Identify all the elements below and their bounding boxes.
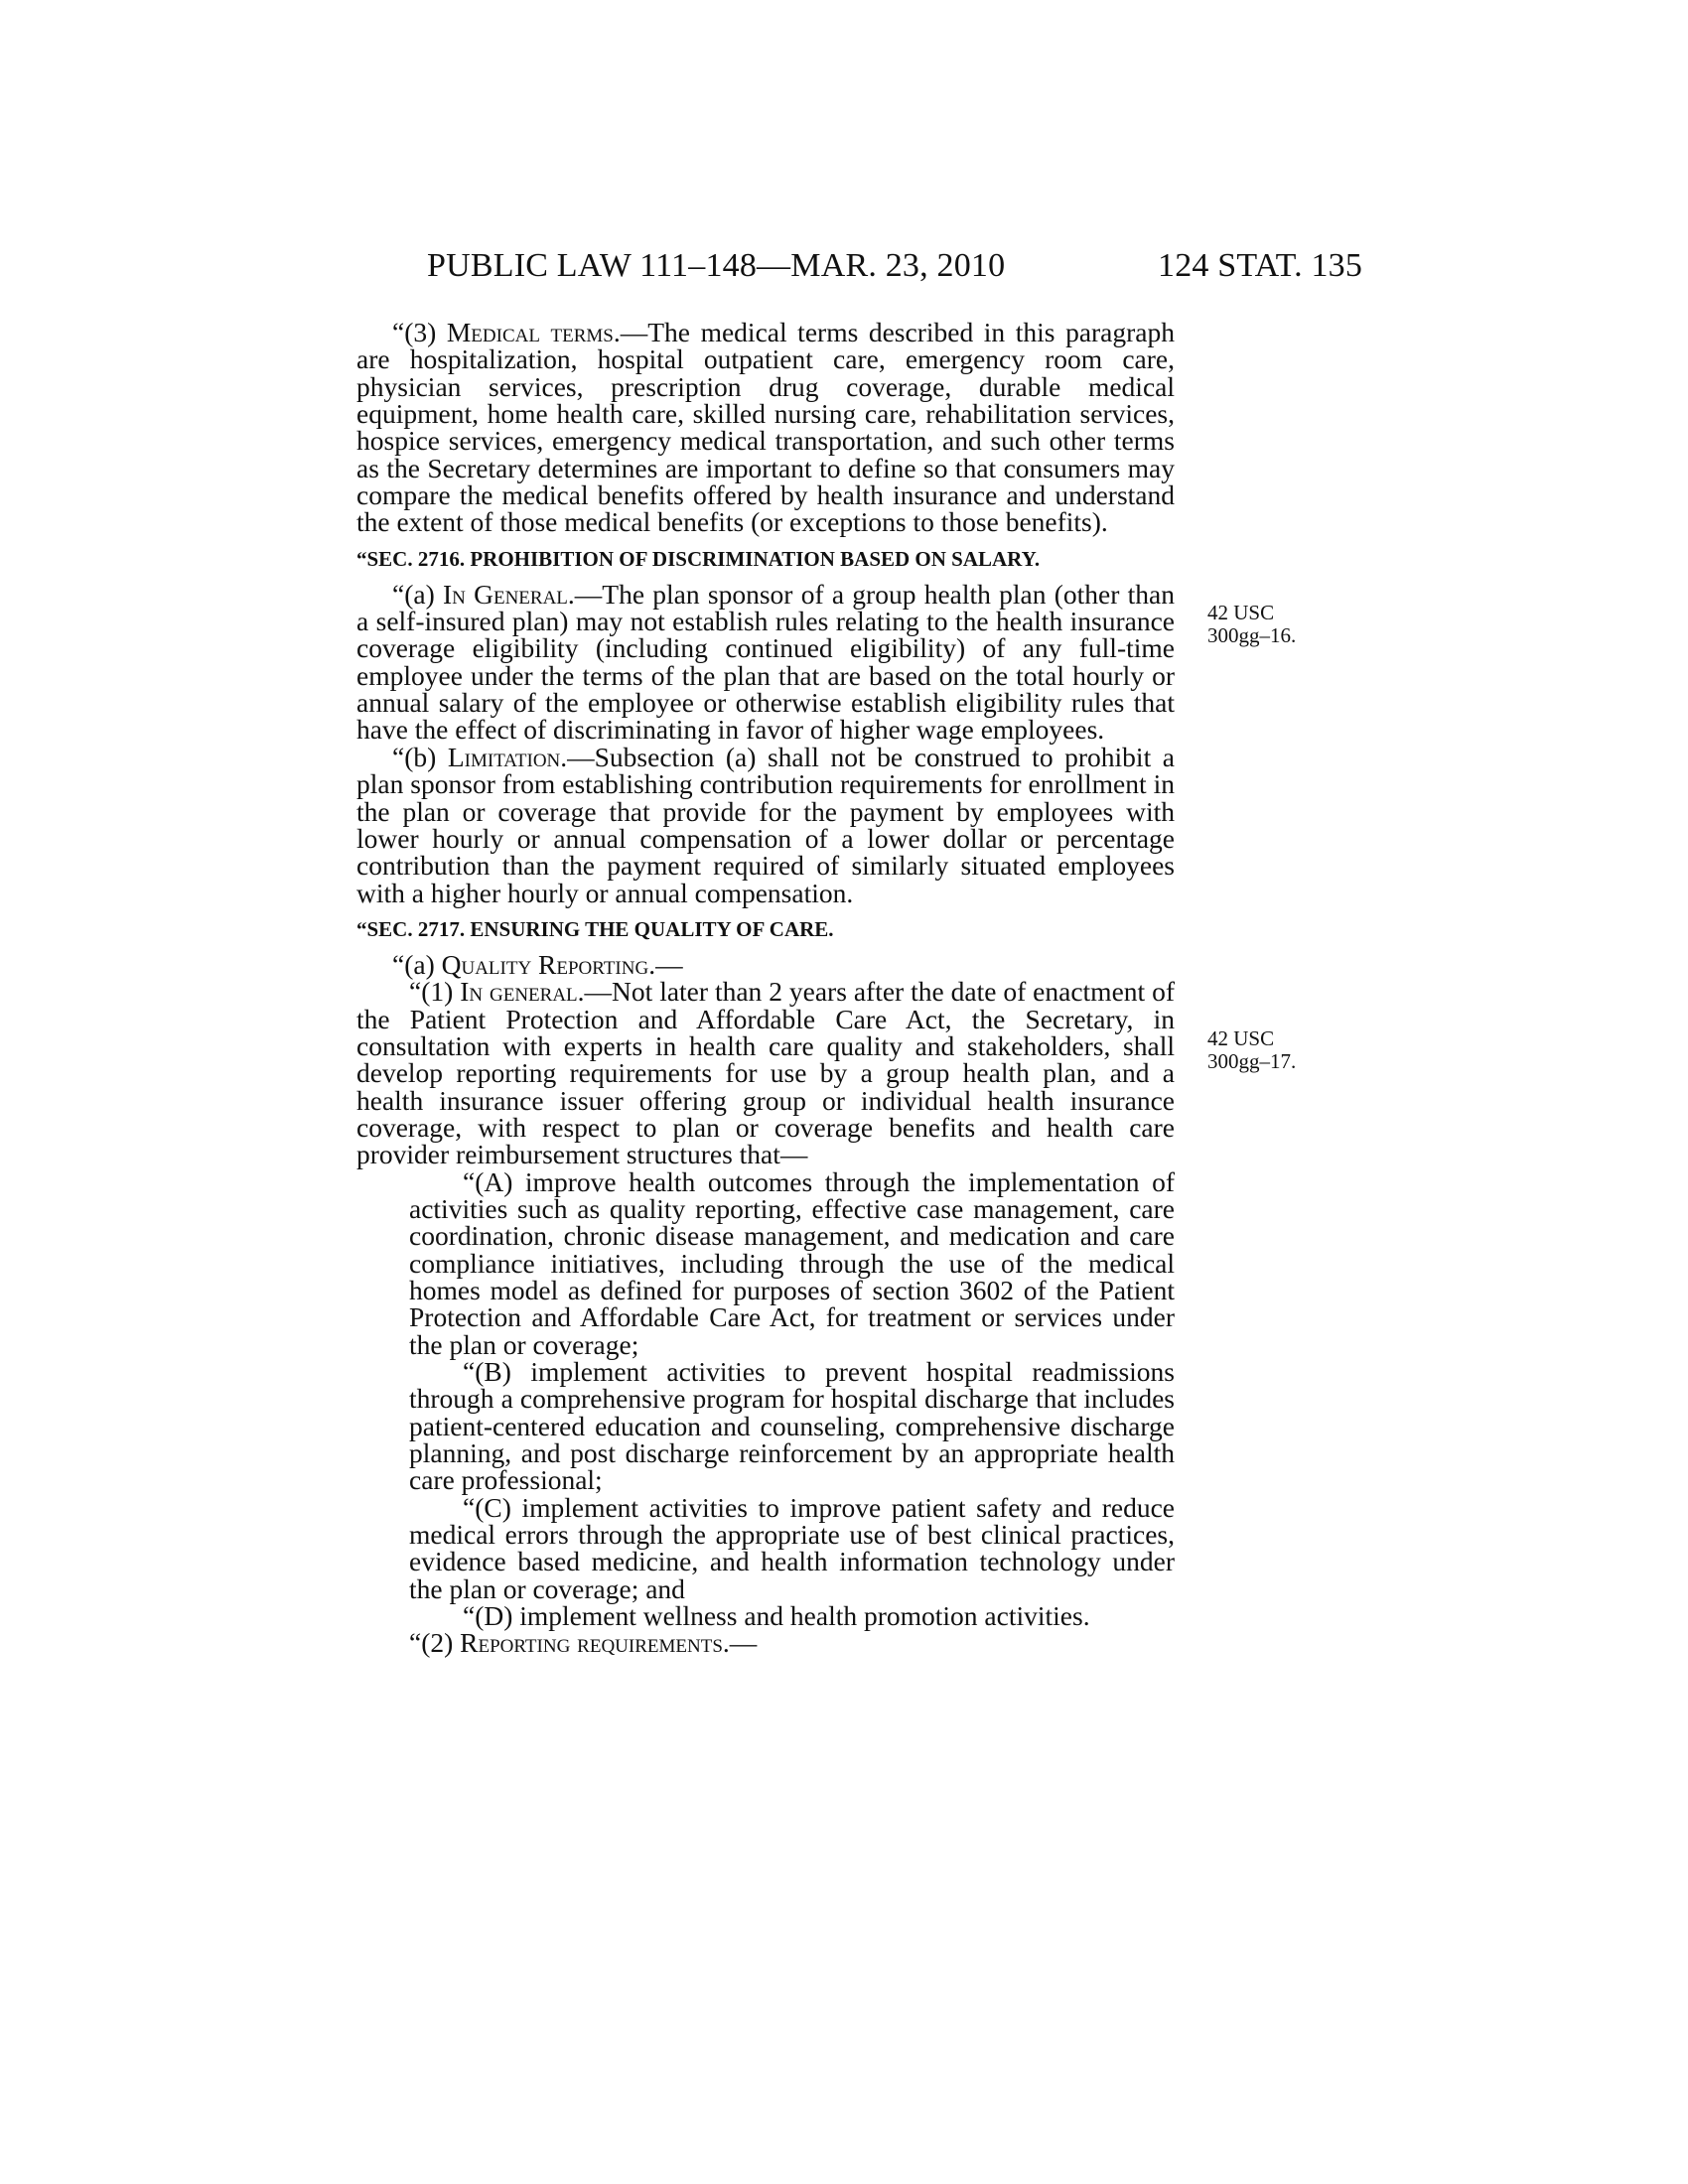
paragraph-number: “(1) [409,976,461,1008]
item-C: “(C) implement activities to improve patient safety and reduce medical errors through the appropriate use of best clinical practices, evidence based medicine, and health information technology under the plan or coverage; and [409,1491,1175,1604]
section-2716-heading: “SEC. 2716. PROHIBITION OF DISCRIMINATION BASED ON SALARY. [356,546,1041,571]
subsection-2716-a [356,578,1175,746]
paragraph-text: .—The medical terms described in this paragraph are hospitalization, hospital outpatient care, emergency room care, physician services, prescription drug coverage, durable medical equipment, home health care, skilled nursing care, rehabilitation services, hospice services, emergency medical transportation, and such other terms as the Secretary determines are important to define so that consumers may compare the medical benefits offered by health insurance and understand the extent of those medical benefits (or exceptions to those benefits). [356,317,1175,538]
subsection-number: “(a) [392,948,442,980]
statute-body [356,319,1175,1657]
item-B: “(B) implement activities to prevent hospital readmissions through a comprehensive program for hospital discharge that includes patient-centered education and counseling, comprehensive discharge planning, and post discharge reinforcement by an appropriate health care professional; [409,1356,1175,1496]
item-D: “(D) implement wellness and health promotion activities. [463,1600,1090,1632]
subsection-number: “(b) [392,741,448,772]
margin-citation-line2: 300gg–16. [1207,623,1297,647]
margin-citation-line2: 300gg–17. [1207,1049,1297,1073]
subsection-text: .— [648,948,683,980]
section-2717-heading: “SEC. 2717. ENSURING THE QUALITY OF CARE. [356,916,834,941]
item-A: “(A) improve health outcomes through the implementation of activities such as quality reporting, effective case management, care coordination, chronic disease management, and medication and care compliance initiatives, including through the use of the medical homes model as defined for purposes of section 3602 of the Patient Protection and Affordable Care Act, for treatment or services under the plan or coverage; [409,1165,1175,1360]
paragraph-text: .— [722,1627,758,1659]
subsection-2717-a [356,948,1175,980]
subsection-text: .—Subsection (a) shall not be construed to prohibit a plan sponsor from establishing contribution requirements for enrollment in the plan or coverage that provide for the payment by employees with lower hourly or annual compensation of a lower dollar or percentage contribution than the payment required of similarly situated employees with a higher hourly or annual compensation. [356,741,1175,908]
paragraph-heading: In general [460,976,578,1008]
paragraph-3-medical-terms [356,319,1175,536]
paragraph-text: .—Not later than 2 years after the date of enactment of the Patient Protection and Affordable Care Act, the Secretary, in consultation with experts in health care quality and stakeholders, shall develop reporting requirements for use by a group health plan, and a health insurance issuer offering group or individual health insurance coverage, with respect to plan or coverage benefits and health care provider reimbursement structures that— [356,976,1175,1170]
subsection-heading: Limitation [447,741,561,772]
paragraph-heading: Medical terms [446,317,614,347]
subsection-heading: In General [442,578,568,610]
margin-citation-line1: 42 USC [1207,1026,1275,1050]
paragraph-2717-a-1 [356,976,1175,1170]
paragraph-2717-a-2 [356,1627,1175,1659]
running-header-title: PUBLIC LAW 111–148—MAR. 23, 2010 [427,247,1006,284]
page-stat-number: 124 STAT. 135 [1158,247,1363,284]
margin-citation-2717 [1207,1027,1366,1073]
paragraph-number: “(2) [409,1627,461,1659]
margin-citation-2716 [1207,602,1366,647]
paragraph-heading: Reporting requirements [460,1627,723,1659]
margin-citation-line1: 42 USC [1207,601,1275,624]
subsection-heading: Quality Reporting [441,948,649,980]
subsection-number: “(a) [392,578,443,610]
subsection-2716-b [356,741,1175,908]
subsection-text: .—The plan sponsor of a group health plan (other than a self-insured plan) may not establish rules relating to the health insurance coverage eligibility (including continued eligibility) of any full-time employee under the terms of the plan that are based on the total hourly or annual salary of the employee or otherwise establish eligibility rules that have the effect of discriminating in favor of higher wage employees. [356,578,1175,746]
paragraph-number: “(3) [392,317,447,347]
